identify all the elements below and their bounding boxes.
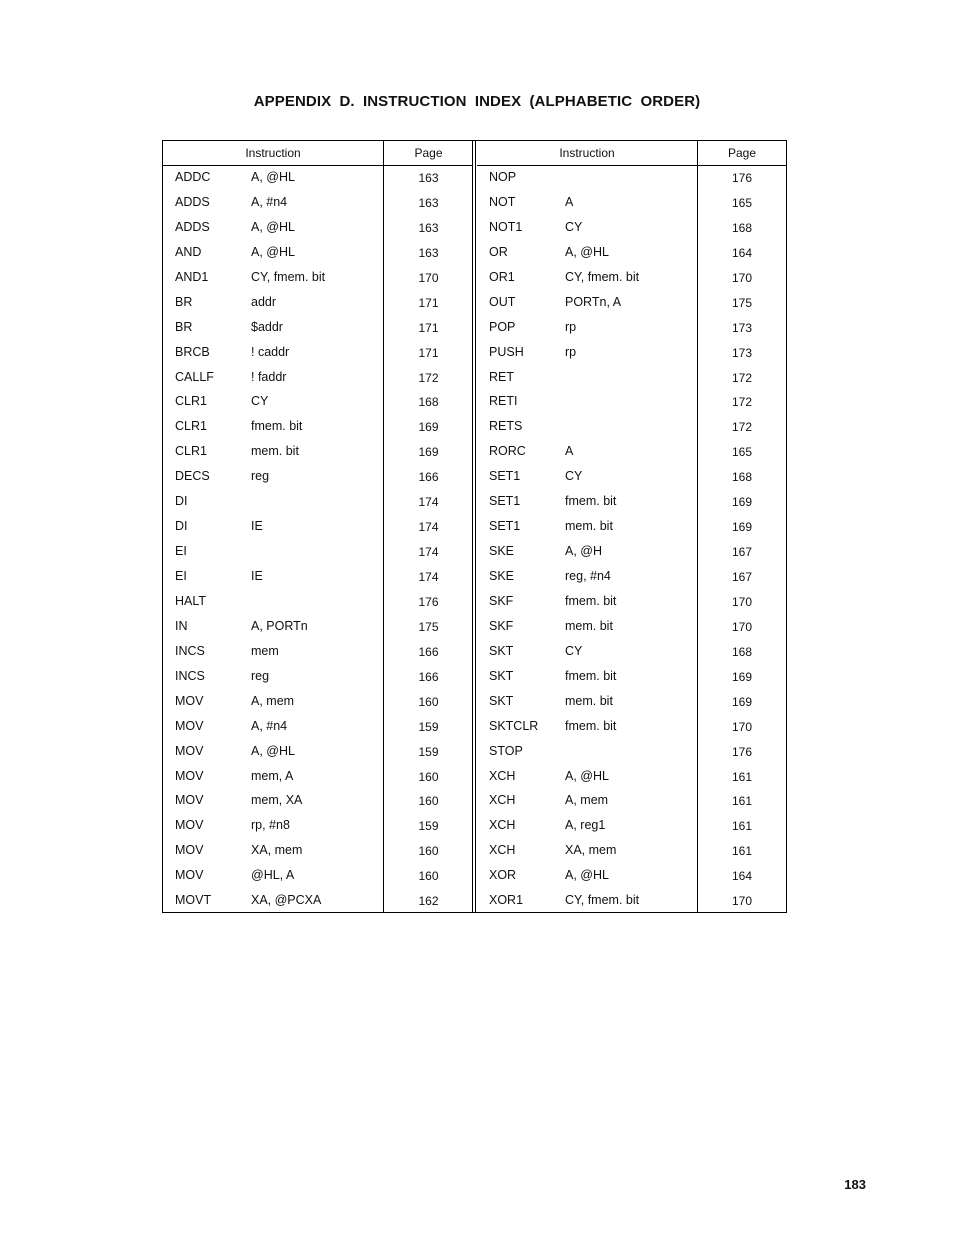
page-reference: 160 — [418, 694, 439, 709]
table-row — [477, 266, 786, 291]
instruction-operand: rp — [565, 344, 577, 359]
page-reference: 160 — [418, 869, 439, 884]
instruction-mnemonic: RETS — [489, 419, 523, 434]
instruction-mnemonic: XCH — [489, 818, 516, 833]
page-reference: 164 — [731, 245, 753, 260]
instruction-mnemonic: EI — [175, 569, 187, 583]
table-row — [477, 565, 786, 590]
instruction-mnemonic: RORC — [489, 444, 526, 459]
table-row — [163, 789, 473, 814]
instruction-mnemonic: INCS — [175, 643, 205, 658]
instruction-mnemonic: BR — [175, 294, 193, 309]
instruction-operand: mem. bit — [565, 693, 613, 708]
table-header-row — [477, 141, 786, 166]
page-reference: 175 — [418, 619, 439, 634]
instruction-operand: A, @H — [565, 544, 602, 559]
table-row — [477, 415, 786, 440]
table-row — [477, 241, 786, 266]
instruction-operand: A, @HL — [251, 170, 295, 184]
instruction-operand: A, @HL — [565, 868, 609, 883]
table-row — [163, 216, 473, 241]
page-column-header: Page — [414, 146, 443, 160]
table-row — [477, 864, 786, 889]
table-row — [163, 191, 473, 216]
table-row — [163, 440, 473, 465]
instruction-mnemonic: XCH — [489, 768, 516, 783]
instruction-mnemonic: SET1 — [489, 469, 521, 484]
instruction-operand: fmem. bit — [565, 593, 617, 608]
page-reference: 170 — [731, 619, 753, 634]
instruction-mnemonic: NOT — [489, 194, 516, 209]
page-reference: 176 — [731, 744, 753, 759]
instruction-operand: CY — [565, 469, 583, 484]
page-reference: 172 — [731, 370, 753, 385]
table-row — [163, 390, 473, 415]
table-row — [477, 715, 786, 740]
instruction-mnemonic: PUSH — [489, 344, 524, 359]
page-reference: 168 — [731, 644, 753, 659]
instruction-mnemonic: MOV — [175, 793, 204, 808]
page-reference: 163 — [418, 245, 439, 260]
instruction-mnemonic: HALT — [175, 593, 207, 608]
instruction-mnemonic: NOP — [489, 170, 517, 184]
instruction-mnemonic: CLR1 — [175, 419, 207, 434]
page-reference: 170 — [731, 594, 753, 609]
table-row — [477, 366, 786, 391]
page-reference: 169 — [731, 520, 753, 535]
page-reference: 160 — [418, 794, 439, 809]
instruction-operand: A — [565, 194, 574, 209]
instruction-mnemonic: BRCB — [175, 344, 210, 359]
table-row — [163, 540, 473, 565]
page-reference: 175 — [731, 295, 753, 310]
instruction-operand: A, @HL — [251, 219, 295, 234]
instruction-operand: reg — [251, 668, 270, 683]
table-row — [163, 889, 473, 914]
page-reference: 166 — [418, 669, 439, 684]
table-row — [477, 490, 786, 515]
instruction-mnemonic: CLR1 — [175, 444, 207, 459]
table-row — [477, 615, 786, 640]
right-rows — [477, 166, 786, 914]
page-reference: 165 — [731, 445, 753, 460]
page-reference: 166 — [418, 644, 439, 659]
page-reference: 171 — [418, 345, 439, 360]
table-row — [477, 191, 786, 216]
table-header-row — [163, 141, 473, 166]
instruction-mnemonic: SKT — [489, 668, 514, 683]
table-row — [163, 291, 473, 316]
page-reference: 173 — [731, 320, 753, 335]
instruction-mnemonic: SKF — [489, 618, 514, 633]
instruction-operand: ! caddr — [251, 344, 290, 359]
instruction-mnemonic: SKE — [489, 544, 515, 559]
instruction-mnemonic: ADDC — [175, 170, 211, 184]
instruction-mnemonic: MOV — [175, 743, 204, 758]
instruction-mnemonic: SKE — [489, 569, 515, 583]
instruction-operand: rp, #n8 — [251, 818, 290, 833]
page-reference: 160 — [418, 844, 439, 859]
instruction-mnemonic: DECS — [175, 469, 210, 484]
table-row — [477, 690, 786, 715]
instruction-mnemonic: RET — [489, 369, 514, 384]
page-reference: 168 — [731, 470, 753, 485]
table-row — [163, 814, 473, 839]
table-row — [163, 241, 473, 266]
left-rows — [163, 166, 473, 914]
instruction-mnemonic: SET1 — [489, 494, 521, 509]
instruction-operand: CY, fmem. bit — [565, 893, 640, 908]
instruction-mnemonic: POP — [489, 319, 516, 334]
table-row — [163, 166, 473, 191]
page-reference: 170 — [731, 270, 753, 285]
instruction-operand: CY — [565, 643, 583, 658]
instruction-mnemonic: CLR1 — [175, 394, 207, 409]
instruction-mnemonic: SKTCLR — [489, 718, 539, 733]
table-row — [477, 789, 786, 814]
instruction-operand: XA, @PCXA — [251, 893, 322, 908]
instruction-mnemonic: NOT1 — [489, 219, 523, 234]
table-row — [477, 166, 786, 191]
instruction-mnemonic: OR — [489, 244, 508, 259]
instruction-mnemonic: XCH — [489, 793, 516, 808]
instruction-operand: A, @HL — [251, 244, 295, 259]
table-row — [477, 889, 786, 914]
page-reference: 167 — [731, 570, 753, 584]
table-row — [163, 590, 473, 615]
instruction-operand: IE — [251, 569, 263, 583]
page-reference: 176 — [731, 171, 753, 185]
instruction-operand: mem. bit — [251, 444, 299, 459]
table-row — [163, 715, 473, 740]
instruction-mnemonic: XCH — [489, 843, 516, 858]
table-row — [477, 390, 786, 415]
instruction-operand: A, mem — [565, 793, 609, 808]
right-table-half — [477, 141, 786, 912]
instruction-operand: @HL, A — [251, 868, 295, 883]
instruction-mnemonic: OR1 — [489, 269, 515, 284]
instruction-column-header: Instruction — [245, 146, 301, 160]
page-reference: 160 — [418, 769, 439, 784]
instruction-operand: ! faddr — [251, 369, 287, 384]
instruction-operand: rp — [565, 319, 577, 334]
page-reference: 159 — [418, 719, 439, 734]
instruction-mnemonic: IN — [175, 618, 188, 633]
instruction-operand: $addr — [251, 319, 283, 334]
page-reference: 168 — [731, 220, 753, 235]
page-reference: 172 — [731, 420, 753, 435]
table-row — [477, 316, 786, 341]
page-reference: 174 — [418, 545, 439, 560]
instruction-index-table — [162, 140, 787, 913]
page-reference: 161 — [731, 794, 753, 809]
instruction-mnemonic: DI — [175, 494, 188, 509]
double-divider — [472, 141, 476, 912]
table-row — [163, 465, 473, 490]
instruction-mnemonic: SKT — [489, 693, 514, 708]
instruction-operand: A, reg1 — [565, 818, 606, 833]
table-row — [163, 316, 473, 341]
table-row — [163, 864, 473, 889]
instruction-operand: A, #n4 — [251, 194, 288, 209]
table-row — [477, 814, 786, 839]
instruction-mnemonic: MOV — [175, 718, 204, 733]
instruction-operand: XA, mem — [565, 843, 617, 858]
instruction-operand: mem. bit — [565, 519, 613, 534]
page-number: 183 — [844, 1177, 866, 1192]
page-reference: 161 — [731, 844, 753, 859]
instruction-operand: XA, mem — [251, 843, 303, 858]
table-row — [477, 291, 786, 316]
table-row — [163, 490, 473, 515]
instruction-operand: CY — [251, 394, 269, 409]
instruction-mnemonic: AND1 — [175, 269, 209, 284]
page-reference: 174 — [418, 570, 439, 584]
table-row — [163, 665, 473, 690]
table-row — [163, 415, 473, 440]
page-reference: 159 — [418, 744, 439, 759]
instruction-column-header: Instruction — [559, 146, 615, 160]
instruction-mnemonic: CALLF — [175, 369, 214, 384]
table-row — [163, 266, 473, 291]
page-reference: 169 — [731, 495, 753, 510]
instruction-operand: fmem. bit — [251, 419, 303, 434]
page-column-header: Page — [727, 146, 757, 160]
instruction-operand: CY — [565, 219, 583, 234]
table-row — [477, 765, 786, 790]
table-row — [477, 540, 786, 565]
instruction-operand: reg — [251, 469, 270, 484]
page-reference: 169 — [418, 445, 439, 460]
page-reference: 169 — [418, 420, 439, 435]
instruction-mnemonic: OUT — [489, 294, 516, 309]
instruction-operand: mem, XA — [251, 793, 303, 808]
table-row — [163, 515, 473, 540]
page-reference: 161 — [731, 819, 753, 834]
instruction-mnemonic: STOP — [489, 743, 523, 758]
page-reference: 173 — [731, 345, 753, 360]
instruction-mnemonic: XOR — [489, 868, 517, 883]
table-row — [477, 515, 786, 540]
instruction-operand: A, #n4 — [251, 718, 288, 733]
table-row — [163, 565, 473, 590]
instruction-mnemonic: MOV — [175, 768, 204, 783]
page-reference: 165 — [731, 195, 753, 210]
table-row — [477, 465, 786, 490]
instruction-operand: reg, #n4 — [565, 569, 611, 583]
instruction-mnemonic: EI — [175, 544, 187, 559]
page-reference: 174 — [418, 495, 439, 510]
instruction-operand: IE — [251, 519, 263, 534]
instruction-mnemonic: MOV — [175, 843, 204, 858]
instruction-mnemonic: MOVT — [175, 893, 212, 908]
instruction-mnemonic: SKF — [489, 593, 514, 608]
page-reference: 169 — [731, 694, 753, 709]
table-row — [163, 615, 473, 640]
table-row — [477, 341, 786, 366]
table-row — [163, 341, 473, 366]
table-row — [477, 640, 786, 665]
instruction-mnemonic: DI — [175, 519, 188, 534]
page-reference: 163 — [418, 195, 439, 210]
page-reference: 172 — [418, 370, 439, 385]
instruction-operand: A, @HL — [251, 743, 295, 758]
instruction-operand: A, mem — [251, 693, 295, 708]
instruction-operand: A, PORTn — [251, 618, 308, 633]
instruction-operand: A, @HL — [565, 768, 609, 783]
instruction-operand: addr — [251, 294, 277, 309]
page-reference: 161 — [731, 769, 753, 784]
page-reference: 172 — [731, 395, 753, 410]
left-table-half — [163, 141, 473, 912]
table-row — [163, 765, 473, 790]
table-row — [477, 590, 786, 615]
instruction-operand: A, @HL — [565, 244, 609, 259]
page-reference: 170 — [731, 719, 753, 734]
page-reference: 166 — [418, 470, 439, 485]
page-reference: 171 — [418, 320, 439, 335]
table-row — [477, 839, 786, 864]
instruction-mnemonic: ADDS — [175, 219, 210, 234]
page-reference: 164 — [731, 869, 753, 884]
table-row — [163, 839, 473, 864]
page-reference: 167 — [731, 545, 753, 560]
instruction-mnemonic: MOV — [175, 818, 204, 833]
instruction-mnemonic: MOV — [175, 693, 204, 708]
table-row — [163, 690, 473, 715]
instruction-mnemonic: RETI — [489, 394, 518, 409]
instruction-operand: CY, fmem. bit — [251, 269, 326, 284]
page-reference: 169 — [731, 669, 753, 684]
table-row — [477, 740, 786, 765]
instruction-mnemonic: BR — [175, 319, 193, 334]
page-reference: 168 — [418, 395, 439, 410]
table-row — [477, 665, 786, 690]
page-reference: 170 — [418, 270, 439, 285]
instruction-operand: mem. bit — [565, 618, 613, 633]
instruction-mnemonic: XOR1 — [489, 893, 524, 908]
instruction-mnemonic: SET1 — [489, 519, 521, 534]
page-reference: 176 — [418, 594, 439, 609]
page-reference: 163 — [418, 220, 439, 235]
instruction-operand: fmem. bit — [565, 668, 617, 683]
page-title: APPENDIX D. INSTRUCTION INDEX (ALPHABETIC ORDER) — [253, 93, 701, 110]
instruction-operand: mem — [251, 643, 279, 658]
instruction-operand: fmem. bit — [565, 718, 617, 733]
table-row — [477, 216, 786, 241]
instruction-mnemonic: SKT — [489, 643, 514, 658]
instruction-operand: A — [565, 444, 574, 459]
instruction-operand: mem, A — [251, 768, 294, 783]
page-reference: 159 — [418, 819, 439, 834]
table-row — [163, 366, 473, 391]
instruction-operand: CY, fmem. bit — [565, 269, 640, 284]
instruction-operand: fmem. bit — [565, 494, 617, 509]
instruction-mnemonic: AND — [175, 244, 202, 259]
table-row — [477, 440, 786, 465]
instruction-mnemonic: INCS — [175, 668, 205, 683]
page-reference: 171 — [418, 295, 439, 310]
page-reference: 174 — [418, 520, 439, 535]
instruction-mnemonic: ADDS — [175, 194, 210, 209]
instruction-operand: PORTn, A — [565, 294, 622, 309]
instruction-mnemonic: MOV — [175, 868, 204, 883]
page-reference: 163 — [418, 171, 439, 185]
page-reference: 170 — [731, 894, 753, 909]
table-row — [163, 740, 473, 765]
table-row — [163, 640, 473, 665]
page-reference: 162 — [418, 894, 439, 909]
